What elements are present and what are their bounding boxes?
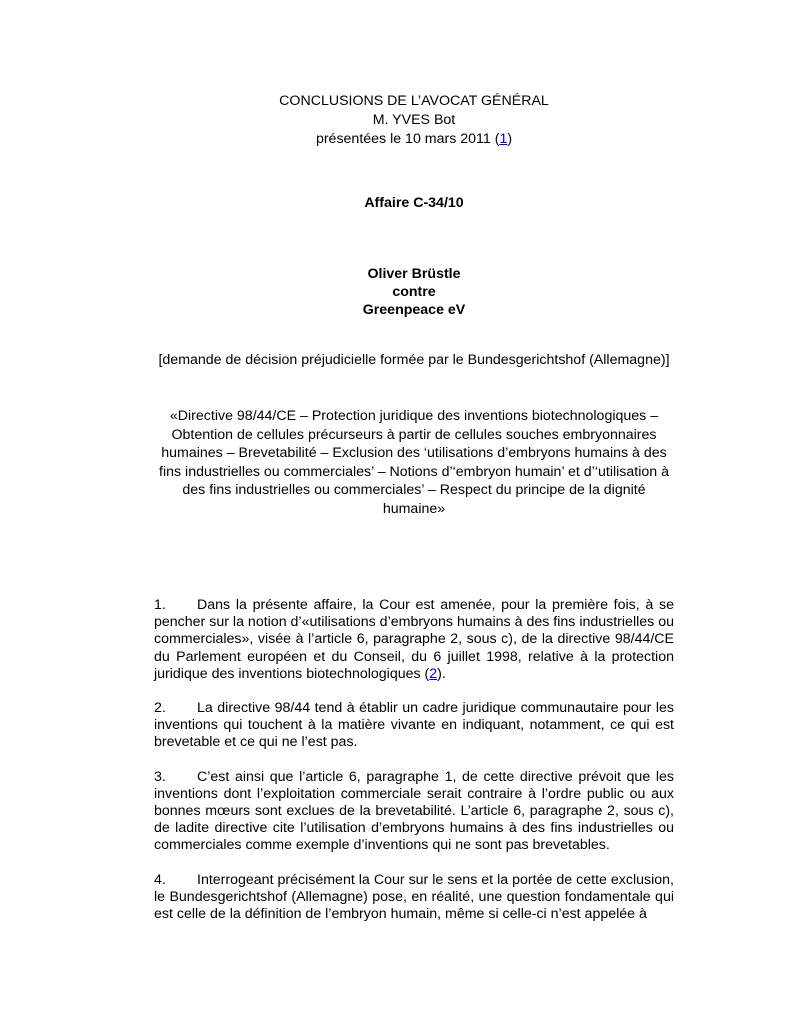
paragraph-number: 1. bbox=[154, 597, 166, 613]
footnote-link-2[interactable]: 2 bbox=[429, 665, 438, 682]
footnote-link-1[interactable]: 1 bbox=[499, 131, 508, 147]
date-text-end: ) bbox=[507, 131, 513, 147]
document-title: CONCLUSIONS DE L’AVOCAT GÉNÉRAL bbox=[279, 93, 549, 109]
case-parties bbox=[150, 265, 678, 319]
paragraph-4 bbox=[154, 872, 674, 923]
case-keywords: «Directive 98/44/CE – Protection juridique des inventions biotechnologiques – Obtention de cellules précurseurs à partir de cellules souches embryonnaires humaines – Brevetabilité – Exclusion des ‘utilisations d’embryons humains à des fins industrielles ou commerciales’ – Notions d’‘embryon humain’ et d’‘utilisation à des fins industrielles ou commerciales’ – Respect du principe de la dignité humaine» bbox=[159, 408, 669, 517]
advocate-name: M. YVES Bot bbox=[372, 112, 456, 128]
presentation-date bbox=[150, 130, 678, 149]
paragraph-2 bbox=[154, 700, 674, 752]
date-text: présentées le 10 mars 2011 ( bbox=[315, 131, 500, 147]
paragraph-text: Dans la présente affaire, la Cour est amenée, pour la première fois, à se pencher sur la notion d’«utilisations d’embryons humains à des fins industrielles ou commerciales», visée à l’article 6, paragraphe 2, sous c), de la directive 98/44/CE du Parlement européen et du Conseil, du 6 juillet 1998, relative à la protection juridique des inventions biotechnologiques ( bbox=[154, 597, 674, 682]
paragraph-number: 4. bbox=[154, 871, 166, 888]
paragraph-number: 2. bbox=[154, 700, 166, 717]
paragraph-text-end: ). bbox=[437, 665, 446, 682]
applicant-name: Oliver Brüstle bbox=[367, 266, 461, 282]
paragraph-1 bbox=[154, 597, 674, 683]
case-number: Affaire C-34/10 bbox=[364, 195, 464, 211]
versus-label: contre bbox=[392, 284, 436, 300]
opinion-body bbox=[154, 597, 674, 940]
paragraph-text: Interrogeant précisément la Cour sur le sens et la portée de cette exclusion, le Bundesgerichtshof (Allemagne) pose, en réalité, une question fondamentale qui est celle de la définition de l’embryon humain, même si celle-ci n’est appelée à bbox=[154, 871, 674, 923]
document-header bbox=[150, 92, 678, 149]
paragraph-number: 3. bbox=[154, 768, 166, 785]
preliminary-ruling-request: [demande de décision préjudicielle formée par le Bundesgerichtshof (Allemagne)] bbox=[158, 352, 670, 368]
defendant-name: Greenpeace eV bbox=[362, 302, 466, 318]
paragraph-text: C’est ainsi que l’article 6, paragraphe 1, de cette directive prévoit que les inventions dont l’exploitation commerciale serait contraire à l’ordre public ou aux bonnes mœurs sont exclues de la brevetabilité. L’article 6, paragraphe 2, sous c), de ladite directive cite l’utilisation d’embryons humains à des fins industrielles ou commerciales comme exemple d’inventions qui ne sont pas brevetables. bbox=[154, 768, 674, 854]
paragraph-text: La directive 98/44 tend à établir un cadre juridique communautaire pour les inventions qui touchent à la matière vivante en indiquant, notamment, ce qui est brevetable et ce qui ne l’est pas. bbox=[154, 700, 674, 751]
paragraph-3 bbox=[154, 769, 674, 855]
